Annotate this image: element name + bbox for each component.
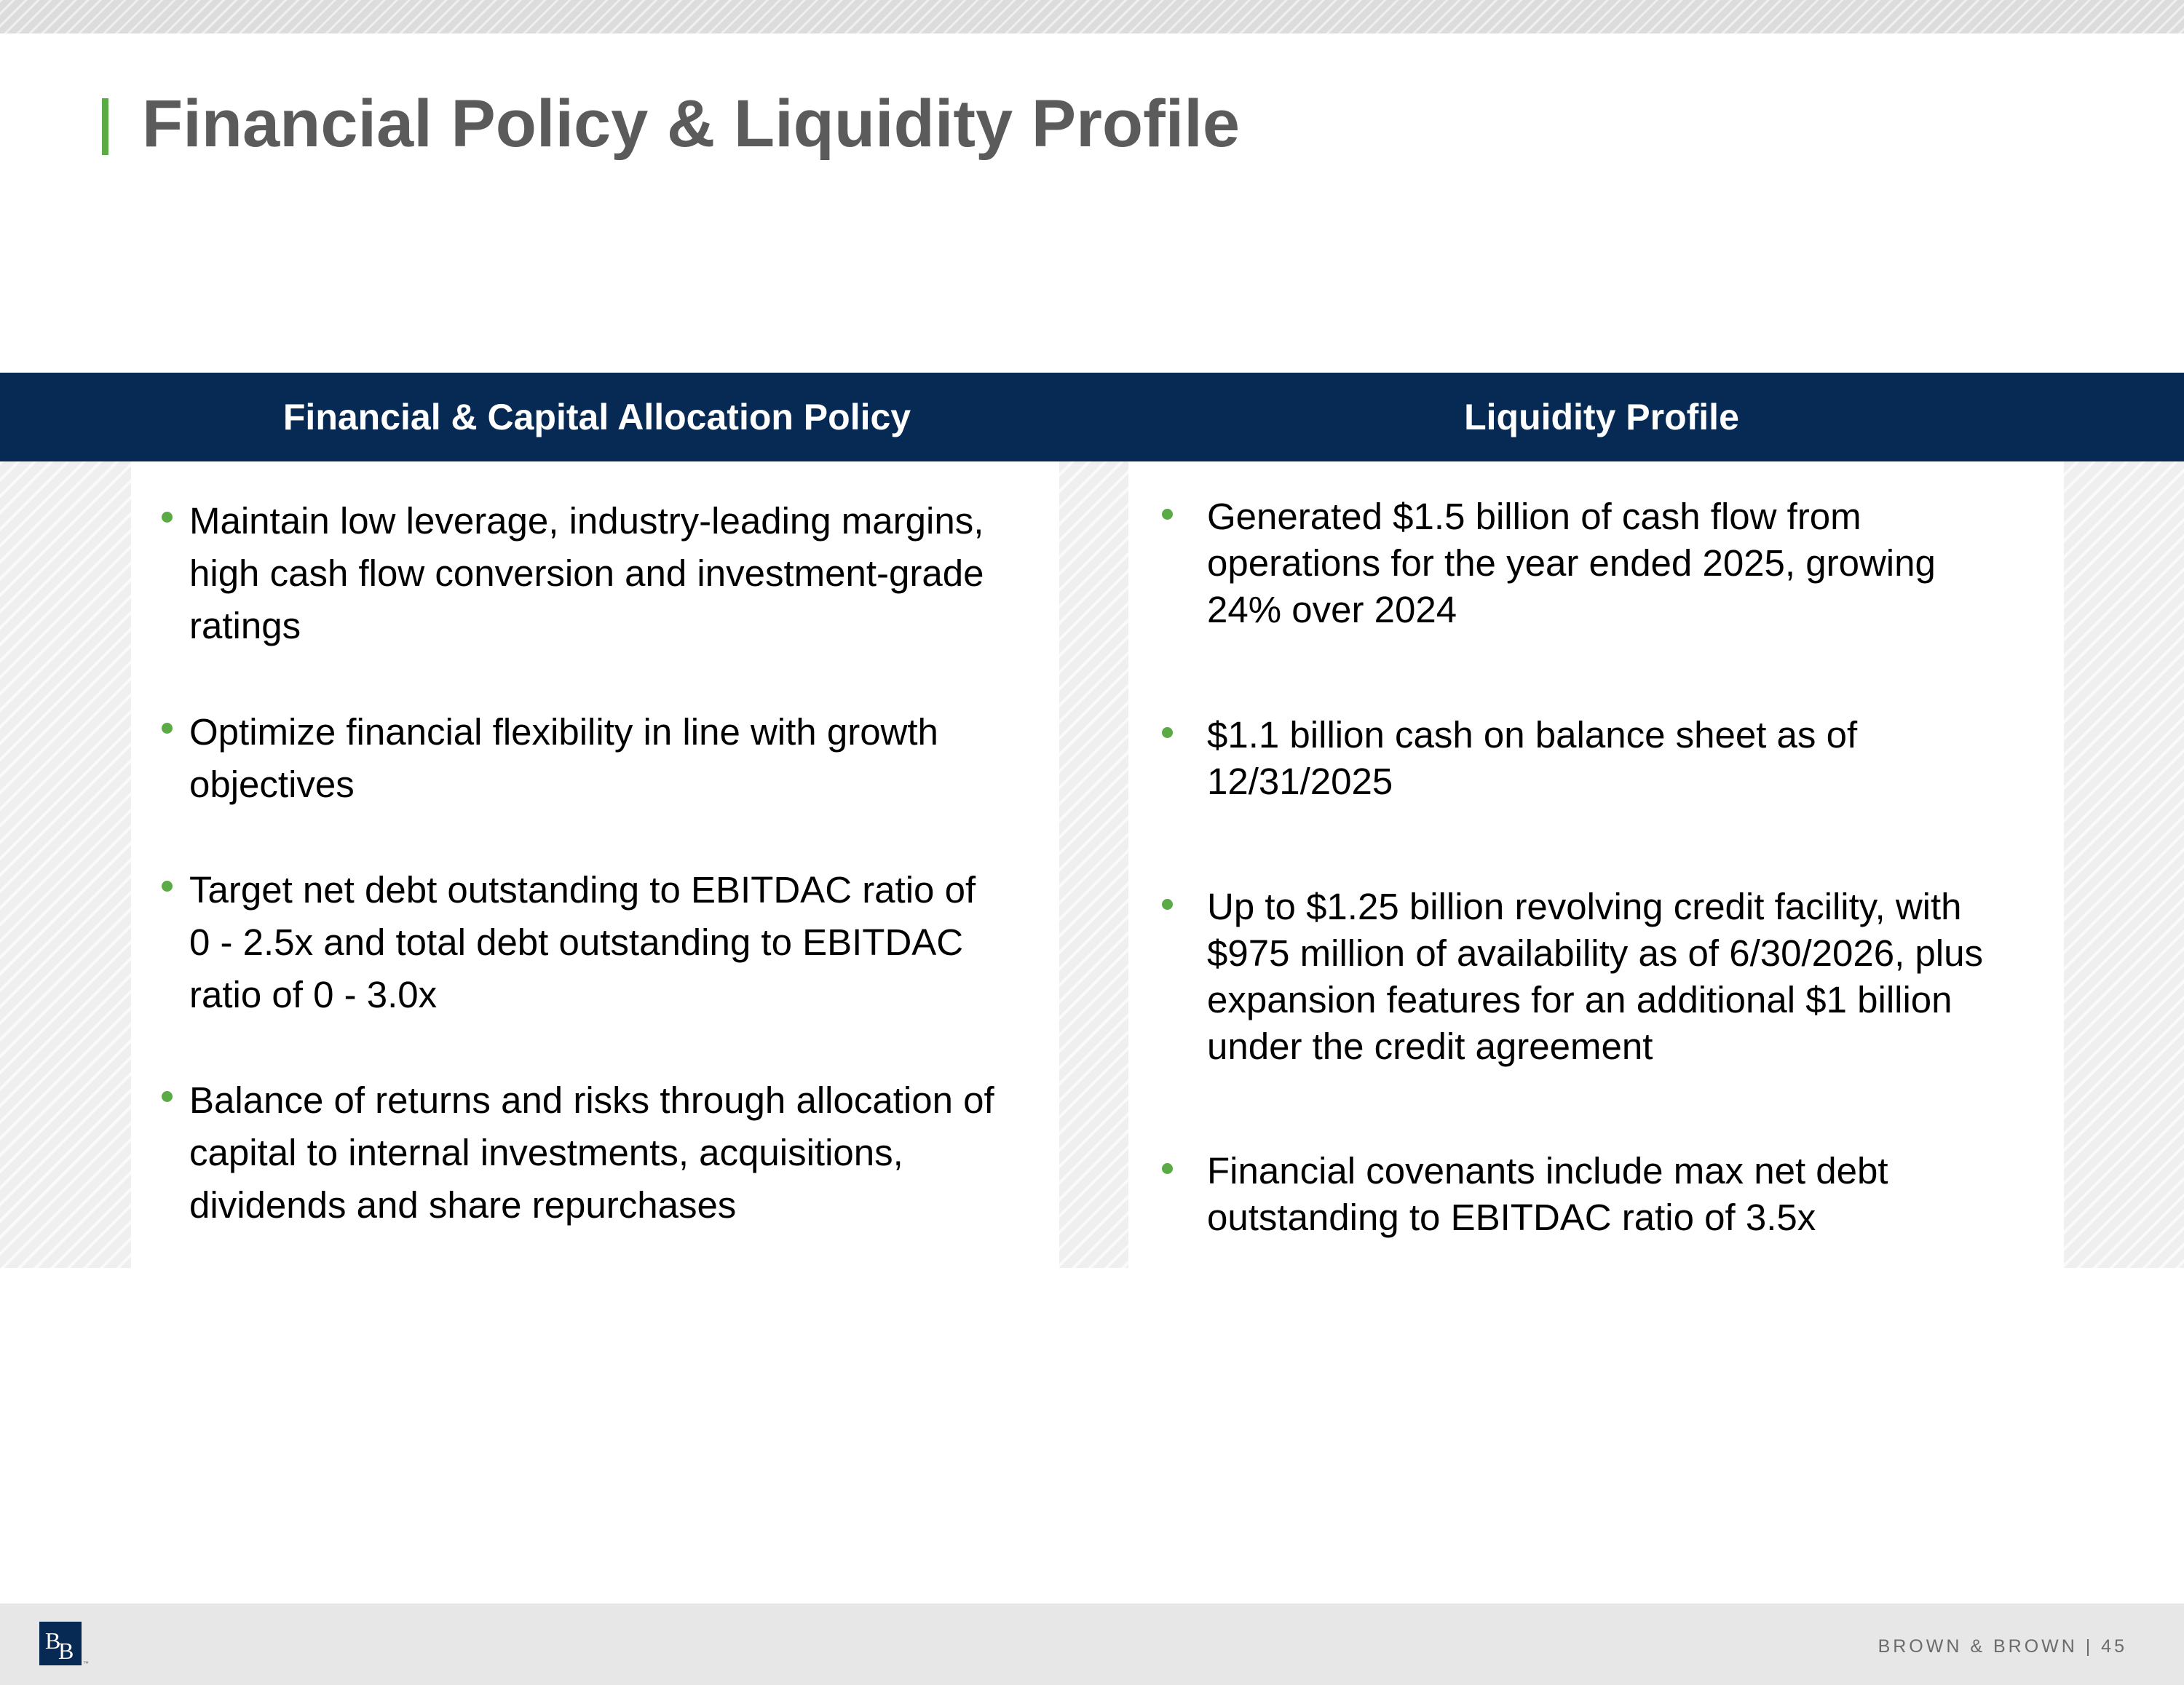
bullet-line: Target net debt outstanding to EBITDAC ratio of [189,869,976,911]
liquidity-bullet [1207,1148,1888,1241]
footer-company-page: BROWN & BROWN | 45 [1878,1636,2127,1657]
bullet-line: capital to internal investments, acquisitions, [189,1132,903,1173]
liquidity-bullet [1207,884,1983,1070]
policy-bullet [189,706,938,811]
policy-bullet [189,864,976,1021]
logo-letter: B [45,1627,61,1654]
bullet-line: Financial covenants include max net debt [1207,1150,1888,1192]
bullet-dot-icon [162,881,173,892]
bullet-line: high cash flow conversion and investment-grade [189,552,984,594]
bullet-line: Generated $1.5 billion of cash flow from [1207,496,1861,537]
policy-bullet [189,1074,994,1232]
top-decorative-band [0,0,2184,33]
title-accent-bar [102,98,108,155]
liquidity-profile-header: Liquidity Profile [1464,397,1739,437]
logo-trademark: ™ [83,1660,89,1667]
brown-and-brown-logo [39,1622,82,1665]
logo-letter: B [58,1638,74,1664]
page-title: Financial Policy & Liquidity Profile [142,87,1241,161]
bullet-line: objectives [189,764,355,805]
bullet-line: Up to $1.25 billion revolving credit facility, with [1207,886,1962,927]
bullet-line: $975 million of availability as of 6/30/2026, plus [1207,932,1983,974]
bullet-dot-icon [162,723,173,734]
bullet-line: Maintain low leverage, industry-leading margins, [189,500,984,542]
financial-policy-header: Financial & Capital Allocation Policy [282,397,911,437]
liquidity-bullet [1207,493,1936,633]
bullet-dot-icon [162,1091,173,1102]
bullet-line: 0 - 2.5x and total debt outstanding to EBITDAC [189,921,964,963]
bullet-line: dividends and share repurchases [189,1184,737,1226]
footer-bar [0,1603,2184,1685]
policy-bullet [189,495,984,652]
bullet-line: expansion features for an additional $1 billion [1207,979,1952,1020]
bullet-line: Balance of returns and risks through allocation of [189,1079,994,1121]
bullet-line: ratio of 0 - 3.0x [189,974,438,1015]
bullet-dot-icon [1162,509,1173,520]
bullet-line: 12/31/2025 [1207,761,1393,802]
bullet-line: under the credit agreement [1207,1026,1653,1067]
bullet-line: $1.1 billion cash on balance sheet as of [1207,714,1858,756]
liquidity-bullet [1207,712,1857,805]
bullet-line: 24% over 2024 [1207,589,1457,630]
bullet-dot-icon [1162,727,1173,738]
bullet-line: ratings [189,605,301,646]
bullet-line: operations for the year ended 2025, growing [1207,542,1936,584]
bullet-dot-icon [1162,899,1173,910]
bullet-line: outstanding to EBITDAC ratio of 3.5x [1207,1197,1816,1238]
bullet-dot-icon [162,512,173,523]
bullet-dot-icon [1162,1163,1173,1174]
bullet-line: Optimize financial flexibility in line with growth [189,711,938,753]
